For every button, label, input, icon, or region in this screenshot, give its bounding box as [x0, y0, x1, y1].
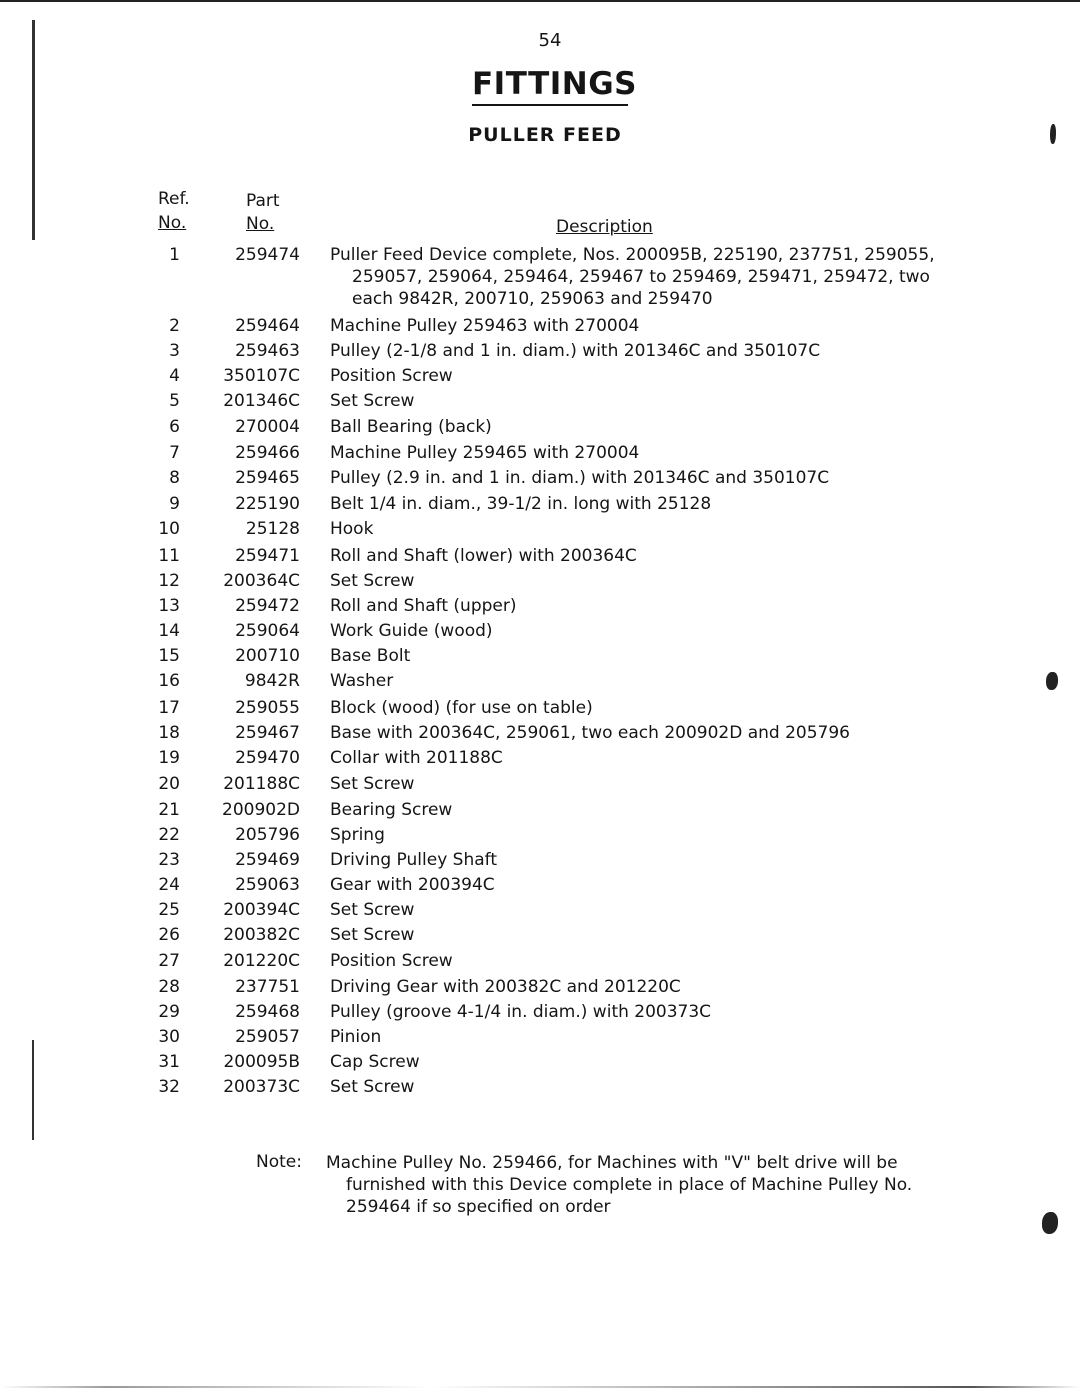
ref-number: 7: [169, 443, 180, 463]
part-number: 259055: [235, 698, 300, 718]
table-row: [0, 1051, 1080, 1075]
part-description: [330, 697, 950, 719]
description-line: Block (wood) (for use on table): [330, 698, 593, 718]
table-row: [0, 1076, 1080, 1100]
part-number: 201220C: [223, 951, 300, 971]
part-description: [330, 315, 950, 337]
table-row: [0, 570, 1080, 594]
description-line: Cap Screw: [330, 1052, 420, 1072]
description-line: Pulley (groove 4-1/4 in. diam.) with 200373C: [330, 1002, 712, 1022]
table-row: [0, 390, 1080, 414]
description-line: Spring: [330, 825, 385, 845]
top-edge-rule: [0, 0, 1080, 2]
part-description: [330, 416, 950, 438]
description-line: Pulley (2.9 in. and 1 in. diam.) with 201346C and 350107C: [330, 468, 830, 488]
ref-number: 12: [158, 571, 180, 591]
ref-number: 2: [169, 316, 180, 336]
header-part-line2: No.: [246, 214, 275, 234]
ref-number: 6: [169, 417, 180, 437]
description-line: Ball Bearing (back): [330, 417, 492, 437]
part-description: [330, 467, 950, 489]
ref-number: 17: [158, 698, 180, 718]
description-line: Bearing Screw: [330, 800, 453, 820]
ref-number: 31: [158, 1052, 180, 1072]
ref-number: 30: [158, 1027, 180, 1047]
binding-hole-mark: [1050, 124, 1056, 144]
part-description: [330, 924, 950, 946]
part-number: 259468: [235, 1002, 300, 1022]
description-line: Pulley (2-1/8 and 1 in. diam.) with 201346C and 350107C: [330, 341, 821, 361]
description-line: Set Screw: [330, 1077, 415, 1097]
part-number: 259470: [235, 748, 300, 768]
note-line: furnished with this Device complete in place of Machine Pulley No.: [346, 1175, 913, 1195]
part-description: [330, 976, 950, 998]
table-row: [0, 518, 1080, 542]
bottom-edge-rule: [0, 1386, 1080, 1388]
part-number: 25128: [245, 519, 300, 539]
header-ref-line2: No.: [158, 213, 187, 233]
description-line: Roll and Shaft (lower) with 200364C: [330, 546, 637, 566]
part-description: [330, 773, 950, 795]
ref-number: 18: [158, 723, 180, 743]
part-number: 259466: [235, 443, 300, 463]
ref-number: 28: [158, 977, 180, 997]
note-line: 259464 if so specified on order: [346, 1197, 611, 1217]
table-row: [0, 442, 1080, 466]
part-description: [330, 645, 950, 667]
part-description: [330, 493, 950, 515]
part-number: 205796: [235, 825, 300, 845]
description-line: Work Guide (wood): [330, 621, 493, 641]
ref-number: 27: [158, 951, 180, 971]
table-row: [0, 950, 1080, 974]
table-row: [0, 467, 1080, 491]
table-row: [0, 747, 1080, 771]
description-line: Position Screw: [330, 951, 453, 971]
part-number: 259464: [235, 316, 300, 336]
ref-number: 29: [158, 1002, 180, 1022]
part-number: 225190: [235, 494, 300, 514]
table-row: [0, 545, 1080, 569]
part-number: 200382C: [223, 925, 300, 945]
description-line: Gear with 200394C: [330, 875, 495, 895]
description-line: Washer: [330, 671, 394, 691]
part-number: 237751: [235, 977, 300, 997]
description-line: Hook: [330, 519, 374, 539]
part-description: [330, 899, 950, 921]
header-description: Description: [556, 217, 653, 237]
description-line: Machine Pulley 259463 with 270004: [330, 316, 640, 336]
part-description: [330, 670, 950, 692]
part-description: [330, 824, 950, 846]
part-description: [330, 1051, 950, 1073]
description-line: Base Bolt: [330, 646, 411, 666]
section-subtitle: PULLER FEED: [468, 124, 622, 146]
table-row: [0, 874, 1080, 898]
table-row: [0, 365, 1080, 389]
header-part-line1: Part: [246, 191, 280, 211]
page-title: FITTINGS: [472, 66, 628, 106]
description-line: Collar with 201188C: [330, 748, 503, 768]
ref-number: 24: [158, 875, 180, 895]
part-number: 200394C: [223, 900, 300, 920]
part-number: 259465: [235, 468, 300, 488]
ref-number: 8: [169, 468, 180, 488]
ref-number: 9: [169, 494, 180, 514]
ref-number: 3: [169, 341, 180, 361]
table-row: [0, 849, 1080, 873]
table-row: [0, 697, 1080, 721]
part-number: 259064: [235, 621, 300, 641]
part-number: 259471: [235, 546, 300, 566]
note-line: Machine Pulley No. 259466, for Machines with "V" belt drive will be: [326, 1153, 898, 1173]
part-number: 350107C: [223, 366, 300, 386]
description-line: each 9842R, 200710, 259063 and 259470: [352, 289, 713, 309]
part-description: [330, 365, 950, 387]
table-row: [0, 315, 1080, 339]
part-number: 259063: [235, 875, 300, 895]
ref-number: 19: [158, 748, 180, 768]
ref-number: 23: [158, 850, 180, 870]
part-description: [330, 874, 950, 896]
part-number: 200373C: [223, 1077, 300, 1097]
table-row: [0, 1001, 1080, 1025]
part-description: [330, 1026, 950, 1048]
part-description: [330, 799, 950, 821]
part-description: [330, 747, 950, 769]
binder-mark-top: [32, 20, 35, 240]
part-description: [330, 950, 950, 972]
ref-number: 14: [158, 621, 180, 641]
part-description: [330, 570, 950, 592]
part-description: [330, 620, 950, 642]
description-line: Set Screw: [330, 774, 415, 794]
description-line: Puller Feed Device complete, Nos. 200095B, 225190, 237751, 259055,: [330, 245, 935, 265]
ref-number: 1: [169, 245, 180, 265]
table-row: [0, 899, 1080, 923]
part-number: 259474: [235, 245, 300, 265]
ref-number: 26: [158, 925, 180, 945]
table-row: [0, 493, 1080, 517]
part-number: 201346C: [223, 391, 300, 411]
part-number: 270004: [235, 417, 300, 437]
part-number: 259057: [235, 1027, 300, 1047]
table-row: [0, 416, 1080, 440]
part-description: [330, 518, 950, 540]
ref-number: 16: [158, 671, 180, 691]
part-number: 259463: [235, 341, 300, 361]
ref-number: 32: [158, 1077, 180, 1097]
table-row: [0, 340, 1080, 364]
table-row: [0, 1026, 1080, 1050]
note-text: [326, 1152, 936, 1218]
note-label: Note:: [256, 1152, 302, 1172]
table-row: [0, 799, 1080, 823]
part-number: 200710: [235, 646, 300, 666]
part-description: [330, 595, 950, 617]
description-line: Belt 1/4 in. diam., 39-1/2 in. long with 25128: [330, 494, 712, 514]
ref-number: 4: [169, 366, 180, 386]
part-description: [330, 442, 950, 464]
description-line: Roll and Shaft (upper): [330, 596, 517, 616]
description-line: 259057, 259064, 259464, 259467 to 259469, 259471, 259472, two: [352, 267, 930, 287]
part-number: 200902D: [222, 800, 300, 820]
description-line: Set Screw: [330, 900, 415, 920]
part-description: [330, 1076, 950, 1098]
description-line: Set Screw: [330, 571, 415, 591]
ref-number: 25: [158, 900, 180, 920]
part-description: [330, 244, 950, 310]
part-description: [330, 545, 950, 567]
binding-hole-mark: [1042, 1212, 1058, 1234]
ref-number: 21: [158, 800, 180, 820]
table-row: [0, 244, 1080, 309]
part-description: [330, 849, 950, 871]
part-number: 259469: [235, 850, 300, 870]
table-row: [0, 645, 1080, 669]
part-number: 201188C: [223, 774, 300, 794]
table-row: [0, 595, 1080, 619]
binding-hole-mark: [1046, 672, 1058, 690]
description-line: Machine Pulley 259465 with 270004: [330, 443, 640, 463]
table-row: [0, 773, 1080, 797]
table-row: [0, 722, 1080, 746]
part-number: 259472: [235, 596, 300, 616]
description-line: Driving Gear with 200382C and 201220C: [330, 977, 681, 997]
part-description: [330, 340, 950, 362]
description-line: Position Screw: [330, 366, 453, 386]
ref-number: 15: [158, 646, 180, 666]
description-line: Base with 200364C, 259061, two each 200902D and 205796: [330, 723, 850, 743]
part-number: 200364C: [223, 571, 300, 591]
ref-number: 11: [158, 546, 180, 566]
description-line: Set Screw: [330, 391, 415, 411]
description-line: Set Screw: [330, 925, 415, 945]
description-line: Driving Pulley Shaft: [330, 850, 497, 870]
part-description: [330, 1001, 950, 1023]
page-number: 54: [538, 30, 562, 51]
part-number: 9842R: [244, 671, 300, 691]
description-line: Pinion: [330, 1027, 382, 1047]
table-row: [0, 824, 1080, 848]
ref-number: 5: [169, 391, 180, 411]
part-number: 259467: [235, 723, 300, 743]
header-ref-line1: Ref.: [158, 189, 190, 209]
part-description: [330, 722, 950, 744]
table-row: [0, 670, 1080, 694]
ref-number: 20: [158, 774, 180, 794]
table-row: [0, 976, 1080, 1000]
ref-number: 22: [158, 825, 180, 845]
table-row: [0, 620, 1080, 644]
table-row: [0, 924, 1080, 948]
ref-number: 10: [158, 519, 180, 539]
part-number: 200095B: [223, 1052, 300, 1072]
ref-number: 13: [158, 596, 180, 616]
part-description: [330, 390, 950, 412]
